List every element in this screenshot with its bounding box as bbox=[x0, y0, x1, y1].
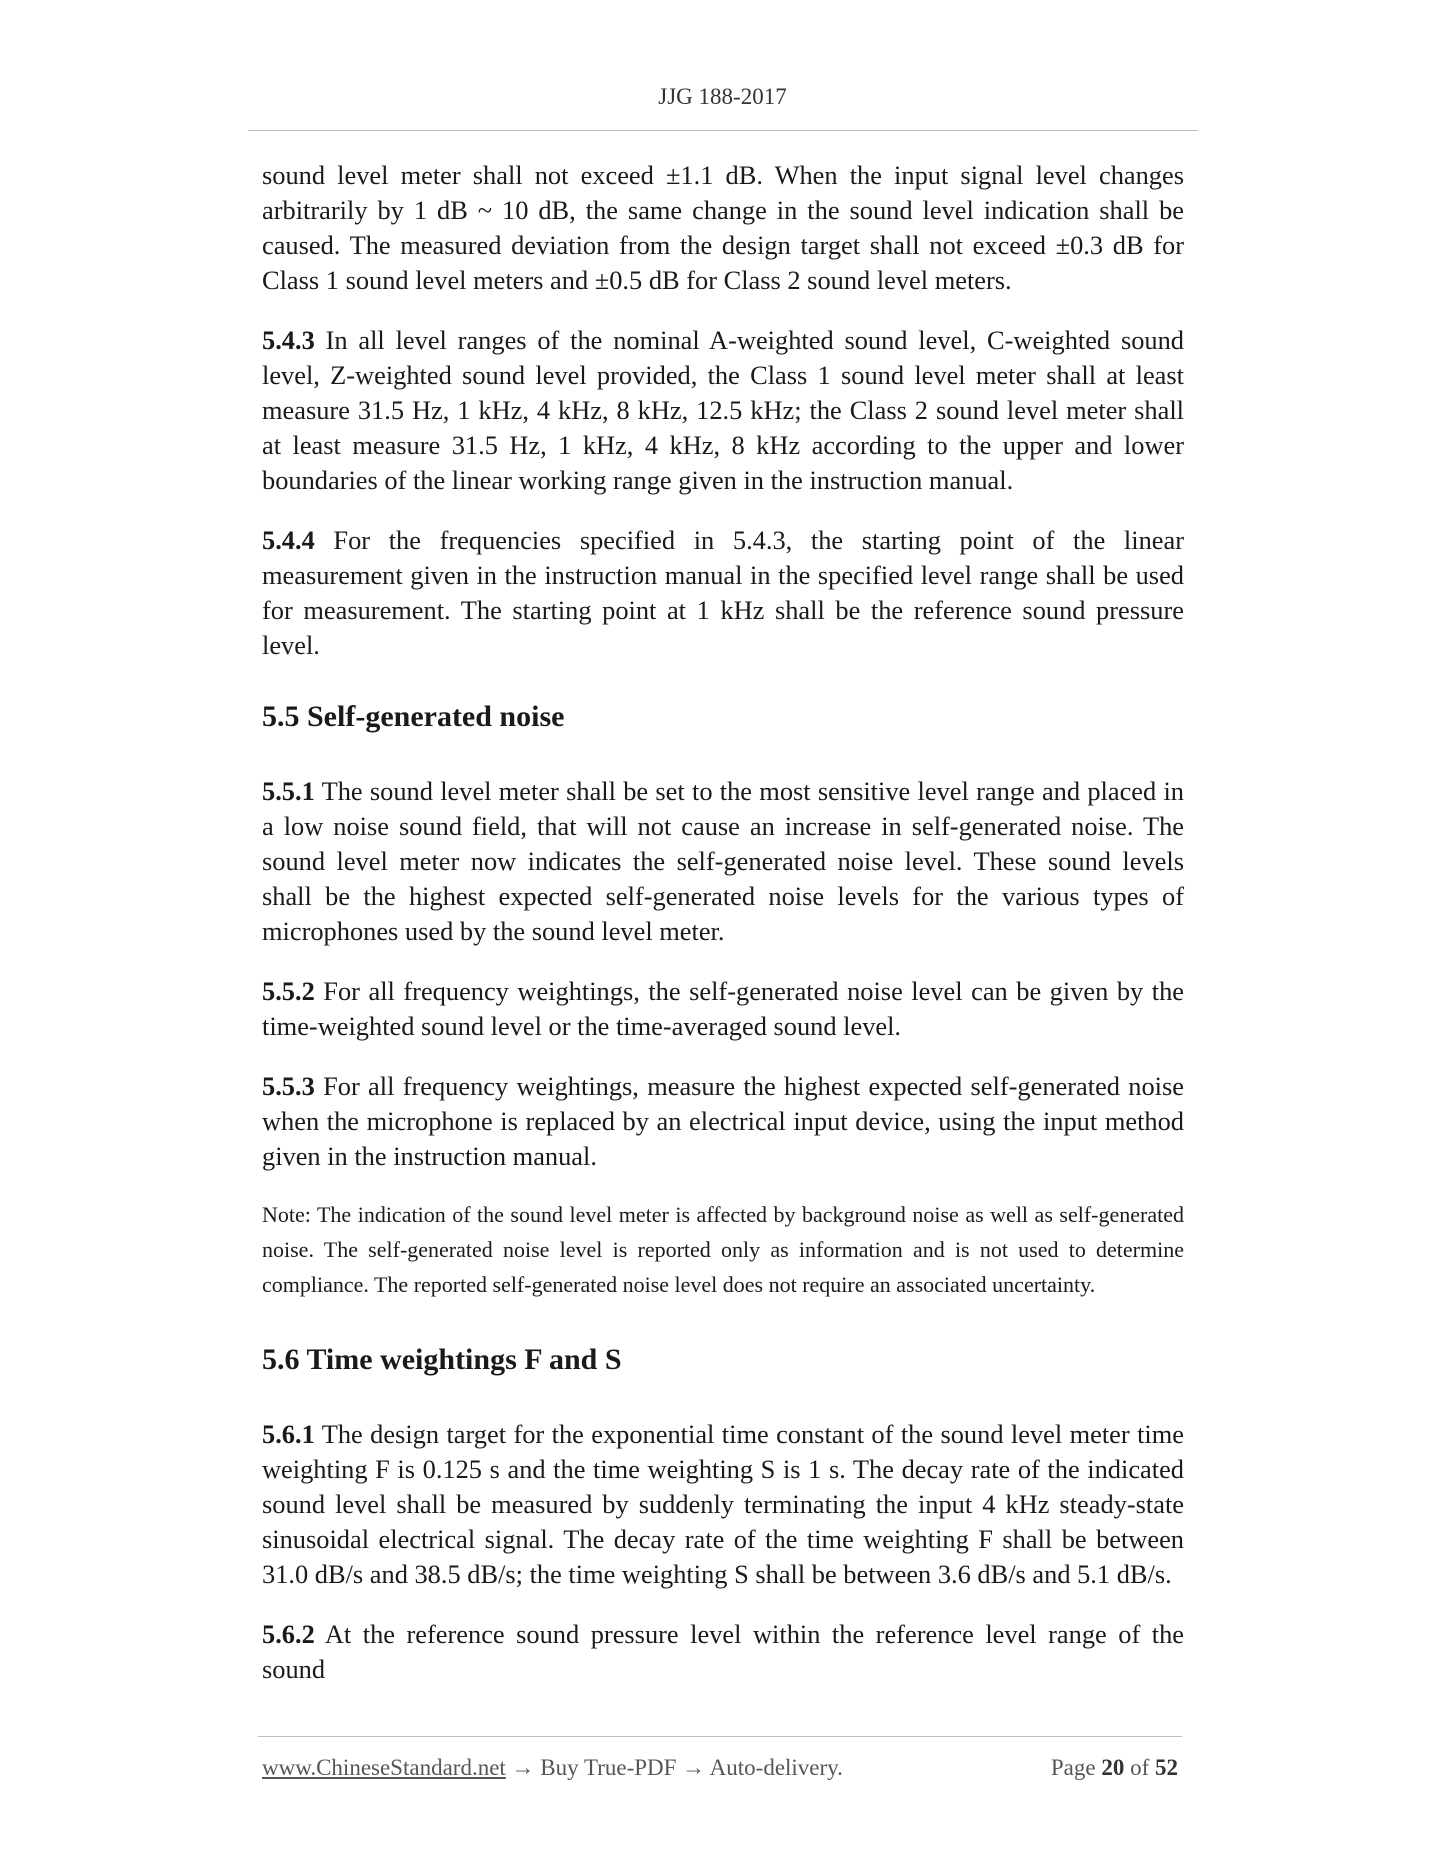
paragraph-continuation bbox=[262, 158, 1184, 298]
page-number: 20 bbox=[1101, 1755, 1125, 1780]
promo-text: → Buy True-PDF → Auto-delivery. bbox=[505, 1755, 843, 1780]
of-label: of bbox=[1124, 1755, 1155, 1780]
clause-5-4-4 bbox=[262, 523, 1184, 663]
paragraph-text: sound level meter shall not exceed ±1.1 dB. When the input signal level changes arbitrarily by 1 dB ~ 10 dB, the same change in the sound level indication shall be caused. The measured deviation from the design target shall not exceed ±0.3 dB for Class 1 sound level meters and ±0.5 dB for Class 2 sound level meters. bbox=[262, 160, 1184, 295]
section-heading-5-5: 5.5 Self-generated noise bbox=[262, 700, 565, 733]
page-body bbox=[262, 158, 1184, 1712]
clause-5-6-1 bbox=[262, 1417, 1184, 1592]
clause-text: For all frequency weightings, the self-generated noise level can be given by the time-weighted sound level or the time-averaged sound level. bbox=[262, 976, 1184, 1041]
clause-5-6-2 bbox=[262, 1617, 1184, 1687]
page-counter bbox=[1051, 1755, 1178, 1781]
page-header bbox=[0, 84, 1445, 110]
clause-5-5-2 bbox=[262, 974, 1184, 1044]
clause-number: 5.5.3 bbox=[262, 1071, 315, 1101]
clause-number: 5.4.3 bbox=[262, 325, 315, 355]
site-link[interactable]: www.ChineseStandard.net bbox=[262, 1755, 506, 1780]
clause-number: 5.5.2 bbox=[262, 976, 315, 1006]
clause-5-5-1 bbox=[262, 774, 1184, 949]
clause-number: 5.6.1 bbox=[262, 1419, 315, 1449]
doc-code: JJG 188-2017 bbox=[658, 84, 787, 109]
header-divider bbox=[248, 130, 1198, 131]
clause-text: In all level ranges of the nominal A-weighted sound level, C-weighted sound level, Z-weighted sound level provided, the Class 1 sound level meter shall at least measure 31.5 Hz, 1 kHz, 4 kHz, 8 kHz, 12.5 kHz; the Class 2 sound level meter shall at least measure 31.5 Hz, 1 kHz, 4 kHz, 8 kHz according to the upper and lower boundaries of the linear working range given in the instruction manual. bbox=[262, 325, 1184, 495]
clause-text: For all frequency weightings, measure the highest expected self-generated noise when the microphone is replaced by an electrical input device, using the input method given in the instruction manual. bbox=[262, 1071, 1184, 1171]
note: Note: The indication of the sound level meter is affected by background noise as well as self-generated noise. The self-generated noise level is reported only as information and is not used to determine compliance. The reported self-generated noise level does not require an associated uncertainty. bbox=[262, 1202, 1184, 1297]
clause-5-5-3 bbox=[262, 1069, 1184, 1174]
clause-number: 5.5.1 bbox=[262, 776, 315, 806]
footer-divider bbox=[258, 1736, 1182, 1737]
section-heading-5-6: 5.6 Time weightings F and S bbox=[262, 1343, 622, 1376]
clause-text: The design target for the exponential time constant of the sound level meter time weighting F is 0.125 s and the time weighting S is 1 s. The decay rate of the indicated sound level shall be measured by suddenly terminating the input 4 kHz steady-state sinusoidal electrical signal. The decay rate of the time weighting F shall be between 31.0 dB/s and 38.5 dB/s; the time weighting S shall be between 3.6 dB/s and 5.1 dB/s. bbox=[262, 1419, 1184, 1589]
clause-number: 5.4.4 bbox=[262, 525, 315, 555]
page-total: 52 bbox=[1155, 1755, 1178, 1780]
clause-text: The sound level meter shall be set to the most sensitive level range and placed in a low noise sound field, that will not cause an increase in self-generated noise. The sound level meter now indicates the self-generated noise level. These sound levels shall be the highest expected self-generated noise levels for the various types of microphones used by the sound level meter. bbox=[262, 776, 1184, 946]
clause-text: At the reference sound pressure level within the reference level range of the sound bbox=[262, 1619, 1184, 1684]
footer-promo bbox=[262, 1755, 843, 1781]
page-label: Page bbox=[1050, 1755, 1102, 1780]
clause-text: For the frequencies specified in 5.4.3, the starting point of the linear measurement given in the instruction manual in the specified level range shall be used for measurement. The starting point at 1 kHz shall be the reference sound pressure level. bbox=[262, 525, 1184, 660]
clause-number: 5.6.2 bbox=[262, 1619, 315, 1649]
clause-5-4-3 bbox=[262, 323, 1184, 498]
